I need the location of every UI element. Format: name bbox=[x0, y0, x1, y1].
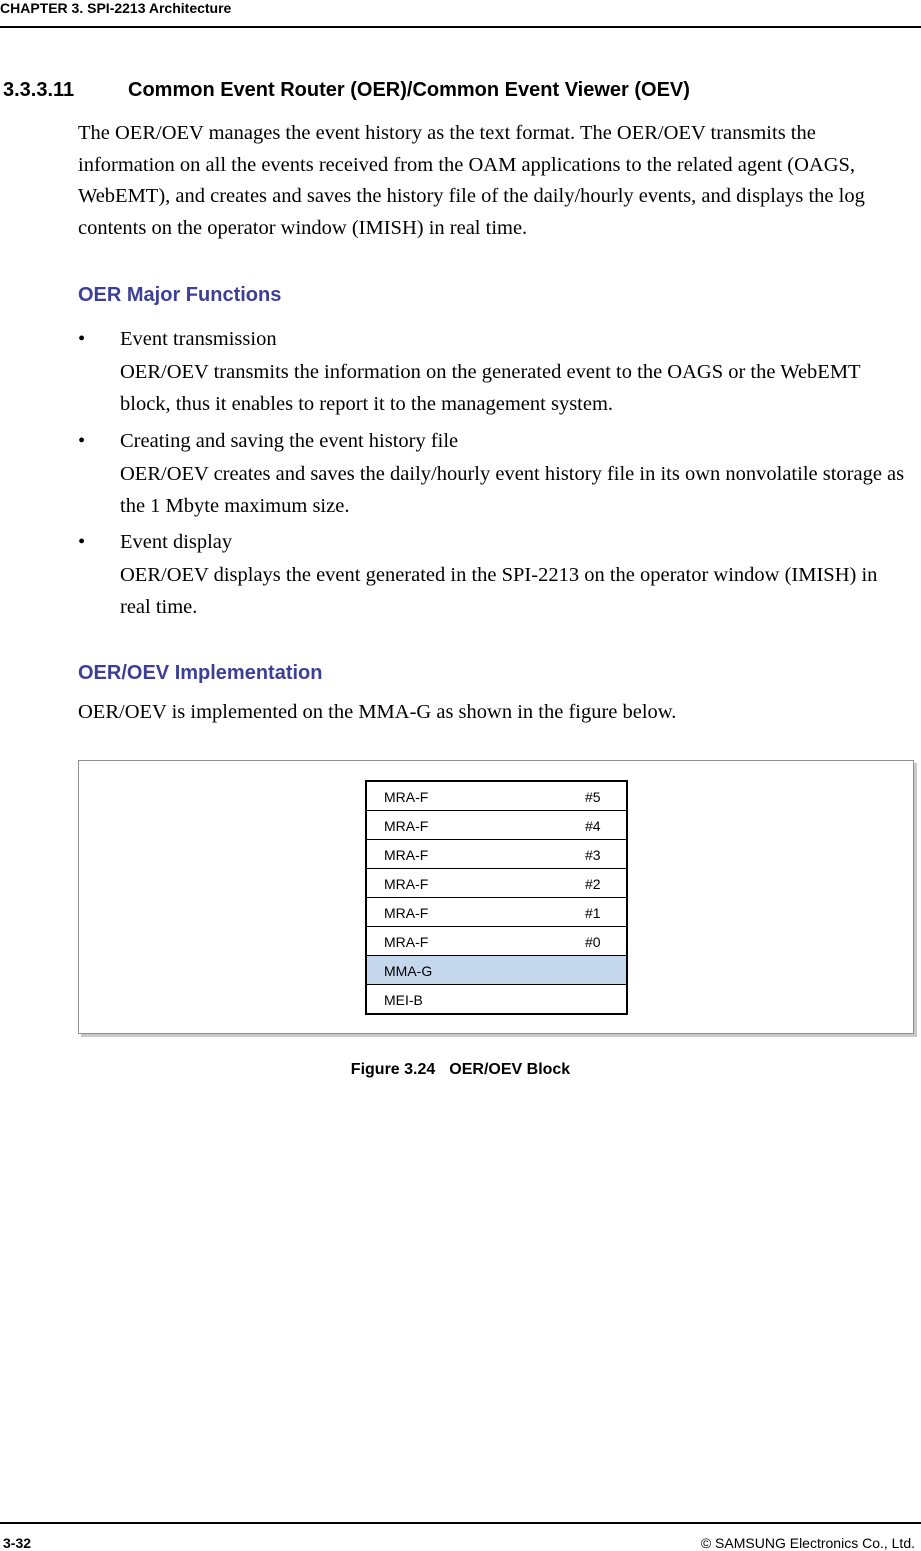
board-index: #3 bbox=[585, 847, 601, 863]
implementation-paragraph: OER/OEV is implemented on the MMA-G as shown in the figure below. bbox=[78, 701, 677, 723]
bullet-description: OER/OEV transmits the information on the generated event to the OAGS or the WebEMT block, thus it enables to report it to the management system. bbox=[120, 361, 861, 415]
bullet-item-2 bbox=[78, 430, 458, 453]
stack-row-highlighted bbox=[367, 956, 626, 985]
intro-paragraph: The OER/OEV manages the event history as the text format. The OER/OEV transmits the information on all the events received from the OAM applications to the related agent (OAGS, WebEMT), and creates and saves the history file of the daily/hourly events, and displays the log contents on the operator window (IMISH) in real time. bbox=[78, 122, 865, 239]
caption-title: OER/OEV Block bbox=[449, 1061, 571, 1078]
stack-row bbox=[367, 811, 626, 840]
stack-row bbox=[367, 898, 626, 927]
stack-row bbox=[367, 927, 626, 956]
bullet-dot: • bbox=[78, 531, 86, 553]
stack-row bbox=[367, 985, 626, 1013]
board-name: MRA-F bbox=[384, 847, 429, 863]
bullet-description: OER/OEV displays the event generated in the SPI-2213 on the operator window (IMISH) in real time. bbox=[120, 564, 878, 618]
section-heading bbox=[3, 79, 690, 102]
board-index: #4 bbox=[585, 818, 601, 834]
board-index: #2 bbox=[585, 876, 601, 892]
board-name: MRA-F bbox=[384, 876, 429, 892]
bullet-dot: • bbox=[78, 328, 86, 350]
stack-row bbox=[367, 840, 626, 869]
copyright: © SAMSUNG Electronics Co., Ltd. bbox=[700, 1535, 915, 1551]
board-name: MRA-F bbox=[384, 818, 429, 834]
header-rule bbox=[0, 26, 921, 28]
bullet-title: Event display bbox=[120, 531, 233, 553]
bullet-description: OER/OEV creates and saves the daily/hourly event history file in its own nonvolatile storage as the 1 Mbyte maximum size. bbox=[120, 463, 905, 517]
bullet-dot: • bbox=[78, 430, 86, 452]
functions-heading: OER Major Functions bbox=[78, 284, 282, 306]
board-name: MMA-G bbox=[384, 963, 433, 979]
block-stack bbox=[365, 780, 628, 1015]
section-number: 3.3.3.11 bbox=[3, 79, 75, 101]
bullet-item-3 bbox=[78, 531, 232, 554]
bullet-title: Creating and saving the event history file bbox=[120, 430, 459, 452]
stack-row bbox=[367, 869, 626, 898]
board-index: #5 bbox=[585, 789, 601, 805]
footer-rule bbox=[0, 1522, 921, 1524]
board-index: #1 bbox=[585, 905, 601, 921]
stack-row bbox=[367, 782, 626, 811]
chapter-header: CHAPTER 3. SPI-2213 Architecture bbox=[0, 0, 232, 16]
board-index: #0 bbox=[585, 934, 601, 950]
board-name: MEI-B bbox=[384, 992, 423, 1008]
board-name: MRA-F bbox=[384, 905, 429, 921]
page-number: 3-32 bbox=[3, 1535, 32, 1551]
section-title: Common Event Router (OER)/Common Event Viewer (OEV) bbox=[128, 79, 690, 101]
bullet-item-1 bbox=[78, 328, 277, 351]
figure-caption bbox=[0, 1061, 921, 1079]
board-name: MRA-F bbox=[384, 789, 429, 805]
bullet-title: Event transmission bbox=[120, 328, 277, 350]
implementation-heading: OER/OEV Implementation bbox=[78, 662, 323, 684]
board-name: MRA-F bbox=[384, 934, 429, 950]
caption-label: Figure 3.24 bbox=[350, 1061, 436, 1078]
